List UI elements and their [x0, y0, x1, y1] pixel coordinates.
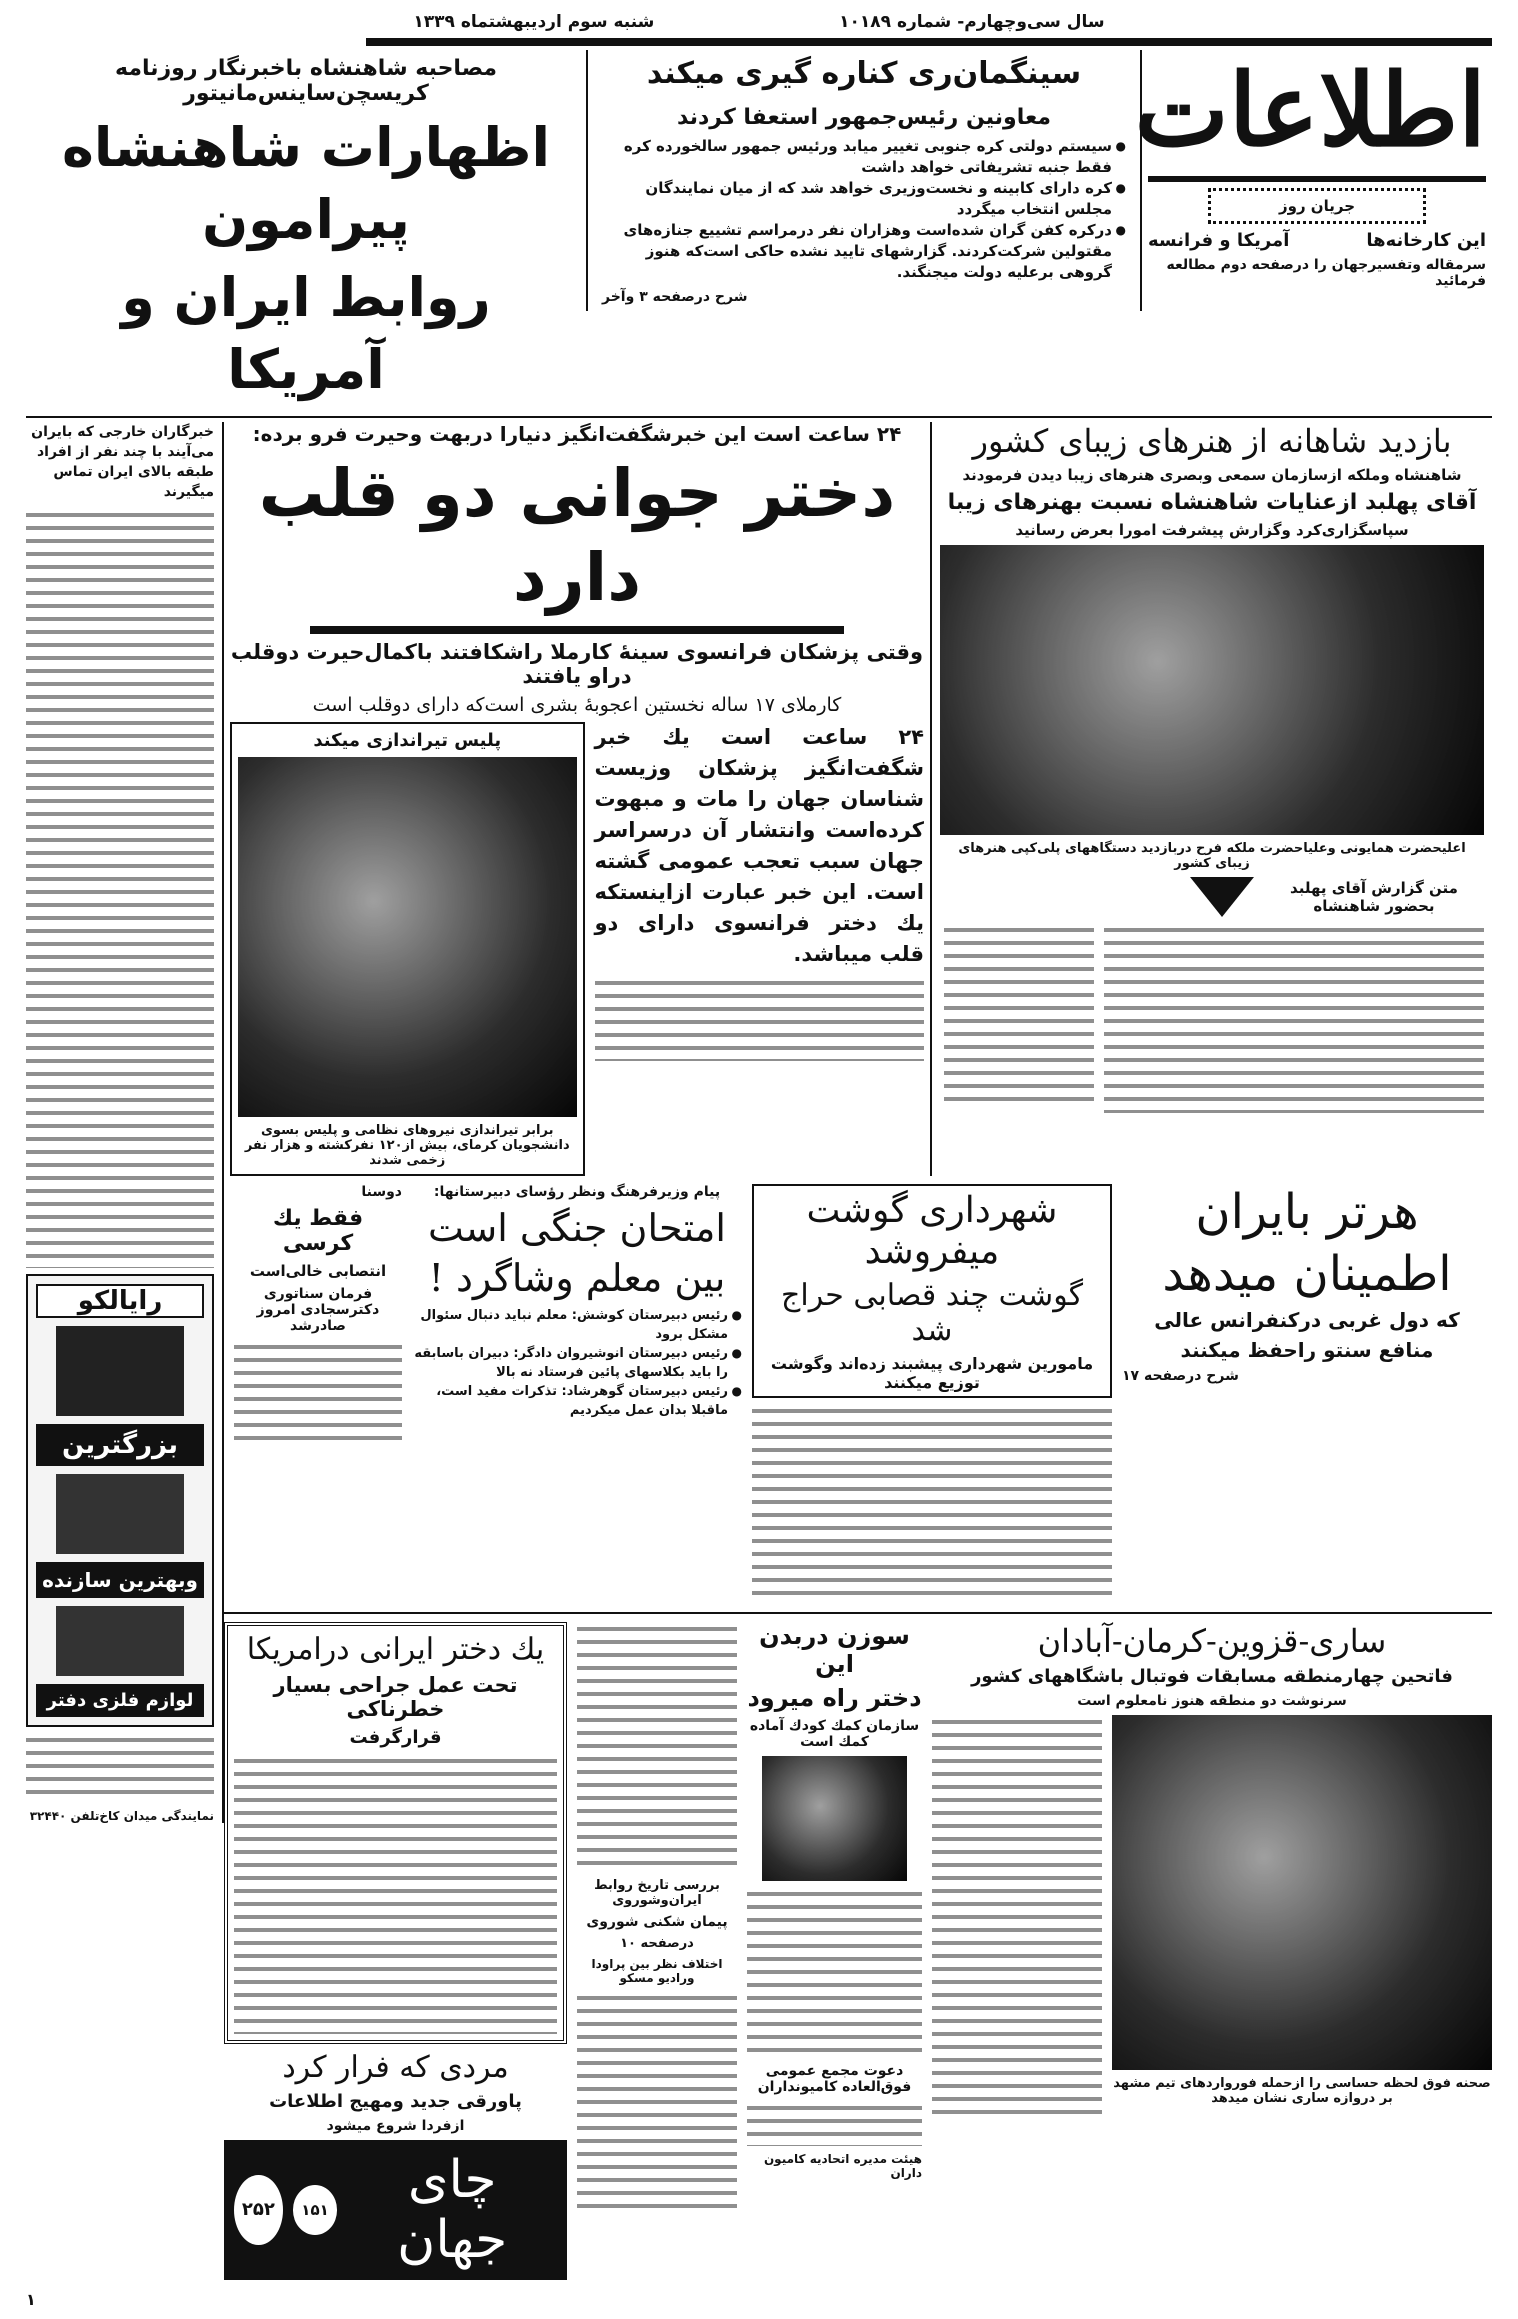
tea-ad	[224, 2140, 567, 2280]
photo-caption: برابر تیراندازی نیروهای نظامی و پلیس بسوی دانشجویان کرمای، بیش از۱۲۰ نفرکشته و هزار نفر زخمی شدند	[244, 1123, 570, 1168]
exam-bullet: ● رئیس دبیرستان کوشش: معلم نباید دنبال سئوال مشکل برود	[412, 1306, 742, 1344]
royal-sub3: سپاسگزاری‌کرد وگزارش پیشرفت امورا بعرض رسانید	[1015, 521, 1409, 539]
ad-line1: بزرگترین	[36, 1424, 204, 1466]
ad-line2: وبهترین سازنده	[36, 1562, 204, 1598]
exam-headline-2: بین معلم وشاگرد !	[428, 1256, 726, 1300]
section-rule	[224, 1612, 1492, 1614]
senate-sub: انتصابی خالی‌است	[249, 1262, 387, 1280]
soviet-title: اختلاف نظر بین پراودا ورادیو مسکو	[591, 1957, 723, 1985]
top-center-bullet: ● سیستم دولتی کره جنوبی تغییر میابد ورئیس جمهور سالخورده کره فقط جنبه تشریفاتی خواهد داشت	[602, 136, 1126, 178]
serial-sub: پاورقی جدید ومهیج اطلاعات	[269, 2091, 522, 2112]
tea-label-151: ۱۵۱	[293, 2185, 338, 2235]
masthead-side1: این کارخانه‌ها	[1366, 230, 1486, 251]
royal-body-2	[944, 923, 1094, 1103]
needle-body	[747, 1887, 922, 2057]
royal-caption: اعلیحضرت همایونی وعلیاحضرت ملکه فرح دربازدید دستگاههای پلی‌کپی هنرهای زیبای کشور	[958, 841, 1466, 871]
conference-headline-1: هرتر بایران	[1195, 1184, 1419, 1240]
royal-visit	[932, 422, 1492, 1113]
girl-usa-sub2: قرارگرفت	[349, 1727, 442, 1748]
arrow-down-icon	[1190, 877, 1254, 917]
football-photo	[1112, 1715, 1492, 2070]
exam-bullet: ● رئیس دبیرستان انوشیروان دادگر: دبیران باسابقه را باید بکلاسهای پائین فرستاد نه بالا	[412, 1344, 742, 1382]
girl-usa-headline: یك دختر ایرانی درامریکا	[246, 1632, 545, 1667]
meat-headline-1: شهرداری گوشت میفروشد	[806, 1190, 1058, 1272]
masthead	[1134, 50, 1492, 289]
exam-bullet: ● رئیس دبیرستان گوهرشاد: تذکرات مفید است، ماقبلا بدان عمل میکردیم	[412, 1382, 742, 1420]
top-left-headline-1: اظهارات شاهنشاه پیرامون	[62, 116, 550, 251]
top-center-bullet: ● درکره کفن گران شده‌است وهزاران نفر درمراسم تشییع جنازه‌های مقتولین شرکت‌کردند. گزارشهای تایید نشده حاکی است‌که هنوز گروهی برعلیه دولت میجنگند.	[602, 220, 1126, 283]
masthead-logo: اطلاعات	[1134, 51, 1486, 169]
soviet-kicker: بررسی تاریخ روابط ایران‌وشوروی	[594, 1878, 720, 1908]
soviet-more: درصفحه ۱۰	[620, 1936, 694, 1951]
soviet-body	[577, 1991, 737, 2211]
main-lead: ۲۴ ساعت است یك خبر شگفت‌انگیز پزشکان وزیست شناسان جهان را مات و مبهوت کرده‌است وانتشار آن درسراسر جهان سبب تعجب عمومی گشته است. این خبر عبارت ازاینستکه یك دختر فرانسوی دارای دو قلب میباشد.	[594, 725, 924, 966]
headline-underline	[310, 626, 844, 634]
top-center-more: شرح درصفحه ۳ وآخر	[602, 289, 748, 305]
tea-label-252: ۲۵۲	[234, 2175, 283, 2245]
senate-sub2: فرمان سناتوری دکترسجادی امروز صادرشد	[256, 1286, 380, 1334]
chair-image	[56, 1606, 184, 1676]
main-subdeck: کارملای ۱۷ ساله نخستین اعجوبهٔ بشری است‌که دارای دوقلب است	[312, 694, 842, 716]
section-rule	[26, 416, 1492, 418]
royal-body	[1104, 923, 1484, 1113]
royal-sub2: آقای پهلبد ازعنایات شاهنشاه نسبت بهنرهای زیبا	[947, 490, 1477, 515]
exam-headline-1: امتحان جنگی است	[428, 1206, 726, 1250]
main-deck: وقتی پزشکان فرانسوی سینهٔ کارملا راشکافتند باکمال‌حیرت دوقلب دراو یافتند	[230, 640, 924, 688]
serial-headline: مردی که فرار کرد	[282, 2050, 509, 2085]
meat-body	[752, 1404, 1112, 1604]
sports-caption: صحنه فوق لحظه حساسی را ازحمله فورواردهای تیم مشهد بر دروازه ساری نشان میدهد	[1113, 2076, 1491, 2106]
main-headline: دختر جوانی دو قلب دارد	[258, 455, 896, 616]
royal-headline: بازدید شاهانه از هنرهای زیبای کشور	[972, 422, 1452, 460]
meat-headline-2: گوشت چند قصابی حراج شد	[781, 1278, 1083, 1348]
royal-photo	[940, 545, 1484, 835]
senate-tag: دوسنا	[361, 1184, 402, 1200]
needle-sub: سازمان کمك کودك آماده کمك است	[749, 1718, 920, 1750]
desk-image	[56, 1474, 184, 1554]
furniture-ad	[26, 1274, 214, 1727]
top-center-headline: سینگمان‌ری کناره گیری میکند	[646, 56, 1082, 91]
ad-footer: نمایندگی میدان کاخ‌تلفن ۳۲۴۴۰	[29, 1809, 214, 1823]
photo-title: پلیس تیراندازی میکند	[313, 730, 502, 751]
main-body	[595, 976, 925, 1061]
masthead-rule	[1148, 176, 1486, 182]
left-column-intro: خبرگاران خارجی که بایران می‌آیند با چند نفر از افراد طبقه بالای ایران تماس میگیرند	[31, 424, 214, 500]
notice-title: دعوت مجمع عمومی فوق‌العاده کامیونداران	[757, 2063, 912, 2095]
ad-body	[26, 1733, 214, 1803]
royal-report: متن گزارش آقای پهلبد بحضور شاهنشاه	[1290, 879, 1458, 915]
masthead-note: سرمقاله وتفسیرجهان را درصفحه دوم مطالعه فرمائید	[1166, 257, 1486, 289]
girl-usa-sub: تحت عمل جراحی بسیار خطرناکی	[273, 1673, 518, 1721]
meat-deck: مامورین شهرداری پیشبند زده‌اند وگوشت توزیع میکنند	[770, 1354, 1094, 1392]
top-left-kicker: مصاحبه شاهنشاه باخبرنگار روزنامه کریسچن‌ساینس‌مانیتور	[115, 56, 497, 106]
exam-body-cont	[577, 1622, 737, 1872]
cabinet-image	[56, 1326, 184, 1416]
top-left-headline-2: روابط ایران و آمریکا	[121, 266, 491, 401]
conference-sub2: منافع سنتو راحفظ میکنند	[1180, 1338, 1434, 1362]
masthead-side2: آمریکا و فرانسه	[1148, 230, 1290, 251]
main-kicker: ۲۴ ساعت است این خبرشگفت‌انگیز دنیارا دربهت وحیرت فرو برده:	[252, 422, 902, 446]
conference-more: شرح درصفحه ۱۷	[1122, 1368, 1239, 1384]
today-box: جریان روز	[1208, 188, 1426, 224]
top-center-bullet: ● کره دارای کابینه و نخست‌وزیری خواهد شد که از میان نمایندگان مجلس انتخاب میگردد	[602, 178, 1126, 220]
top-center-subtitle: معاونین رئیس‌جمهور استعفا کردند	[677, 105, 1051, 130]
tea-brand: چای جهان	[397, 2150, 508, 2270]
sports-body	[932, 1715, 1102, 2115]
ad-line3: لوازم فلزی دفتر	[36, 1684, 204, 1717]
page-number: ۱	[26, 2290, 36, 2309]
notice-sign: هیئت مدیره اتحادیه کامیون داران	[763, 2152, 922, 2180]
soviet-sub: پیمان شکنی شوروی	[586, 1914, 728, 1930]
ad-brand: رایالکو	[36, 1284, 204, 1318]
left-column-text	[26, 508, 214, 1268]
royal-sub1: شاهنشاه وملکه ازسازمان سمعی وبصری هنرهای زیبا دیدن فرمودند	[962, 466, 1462, 484]
conference-sub1: که دول غربی درکنفرانس عالی	[1154, 1308, 1460, 1332]
sports-sub2: سرنوشت دو منطقه هنوز نامعلوم است	[1077, 1693, 1347, 1709]
senate-body	[234, 1340, 402, 1440]
sports-sub: فاتحین چهارمنطقه مسابقات فوتبال باشگاههای کشور	[971, 1666, 1453, 1687]
serial-sub2: ازفردا شروع میشود	[326, 2118, 465, 2134]
sports-headline: ساری-قزوین-کرمان-آبادان	[1037, 1622, 1387, 1660]
main-story	[224, 422, 932, 1176]
senate-title: فقط یك كرسی	[272, 1206, 364, 1256]
needle-headline-2: دختر راه میرود	[747, 1684, 922, 1712]
police-photo	[238, 757, 577, 1117]
issue-number: سال سی‌وچهارم- شماره ۱۰۱۸۹	[839, 12, 1105, 32]
conference-headline-2: اطمینان میدهد	[1162, 1246, 1452, 1302]
issue-date: شنبه سوم اردیبهشتماه ۱۳۳۹	[413, 12, 655, 32]
header-rule	[366, 38, 1492, 46]
child-photo	[762, 1756, 907, 1881]
girl-usa-body	[234, 1754, 557, 2034]
needle-headline-1: سوزن دربدن این	[759, 1622, 910, 1678]
exam-kicker: پیام وزیرفرهنگ ونظر رؤسای دبیرستانها:	[433, 1184, 721, 1200]
notice-body	[747, 2101, 922, 2146]
